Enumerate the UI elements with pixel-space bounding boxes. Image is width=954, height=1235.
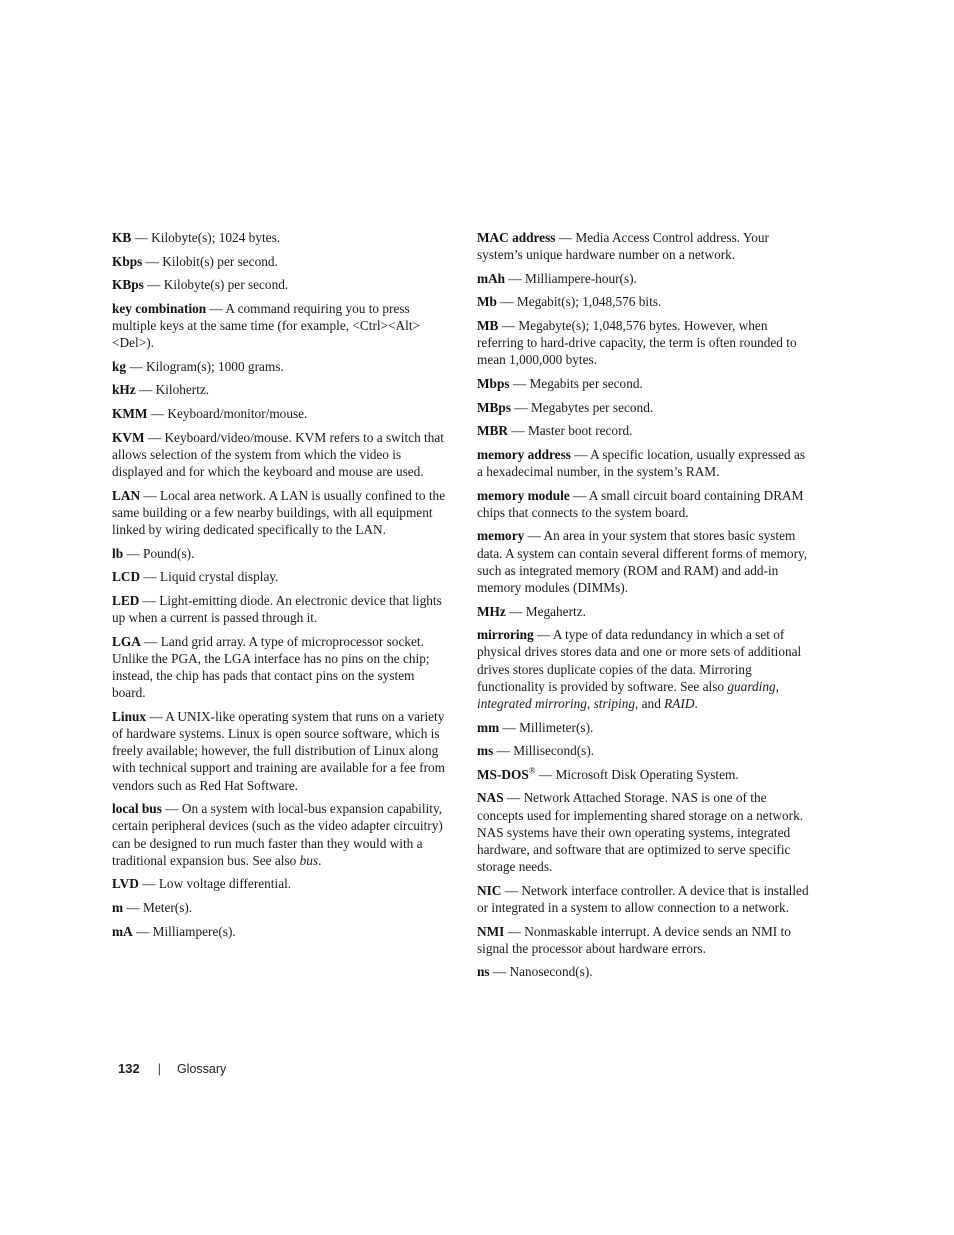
glossary-definition: A type of data redundancy in which a set of physical drives stores data and one or more sets of additional drives stores duplicate copies of the data. Mirroring functionality is provided by software. See also xyxy=(477,627,802,694)
glossary-definition: Master boot record. xyxy=(527,423,633,439)
em-dash-separator: — xyxy=(489,964,510,980)
glossary-term: Mb xyxy=(477,294,497,310)
glossary-term: mm xyxy=(477,719,500,735)
glossary-term: memory xyxy=(477,528,525,544)
glossary-term: NAS xyxy=(477,790,504,806)
section-name: Glossary xyxy=(176,1062,227,1076)
glossary-entry xyxy=(112,633,450,702)
see-also-punctuation: , and xyxy=(635,695,665,711)
glossary-entry xyxy=(112,300,450,352)
glossary-term: MBR xyxy=(477,423,509,439)
glossary-definition: Land grid array. A type of microprocessor socket. Unlike the PGA, the LGA interface has no pins on the chip; instead, the chip has pads that contact pins on the system board. xyxy=(112,633,430,701)
see-also-reference: integrated mirroring xyxy=(477,695,587,711)
glossary-entry xyxy=(477,766,814,783)
glossary-term: NMI xyxy=(477,923,505,939)
glossary-term: ms xyxy=(477,743,494,759)
glossary-definition: Keyboard/monitor/mouse. xyxy=(167,405,308,421)
glossary-entry xyxy=(112,899,450,916)
glossary-term: MHz xyxy=(477,603,506,619)
glossary-term: KBps xyxy=(112,277,144,293)
em-dash-separator: — xyxy=(144,429,165,445)
glossary-term: kHz xyxy=(112,382,136,398)
em-dash-separator: — xyxy=(140,487,161,503)
em-dash-separator: — xyxy=(505,270,526,286)
em-dash-separator: — xyxy=(135,382,156,398)
em-dash-separator: — xyxy=(501,882,522,898)
glossary-definition: Nanosecond(s). xyxy=(509,964,593,980)
glossary-term: LED xyxy=(112,592,140,608)
em-dash-separator: — xyxy=(123,899,144,915)
glossary-entry xyxy=(112,381,450,398)
glossary-entry xyxy=(477,293,814,310)
glossary-definition: Keyboard/video/mouse. KVM refers to a switch that allows selection of the system from which the video is displayed and for which the keyboard and mouse are used. xyxy=(112,429,444,479)
glossary-term: local bus xyxy=(112,801,162,817)
em-dash-separator: — xyxy=(161,801,182,817)
glossary-term: LVD xyxy=(112,876,139,892)
glossary-term: ns xyxy=(477,964,490,980)
glossary-definition: Kilogram(s); 1000 grams. xyxy=(146,358,284,374)
glossary-entry xyxy=(477,719,814,736)
see-also-reference: striping xyxy=(593,695,635,711)
em-dash-separator: — xyxy=(126,358,146,374)
glossary-entry xyxy=(477,270,814,287)
glossary-definition: Liquid crystal display. xyxy=(160,569,279,585)
glossary-definition: Low voltage differential. xyxy=(158,876,292,892)
glossary-term: MS-DOS xyxy=(477,766,529,782)
glossary-term: lb xyxy=(112,545,124,561)
em-dash-separator: — xyxy=(498,317,519,333)
glossary-entry xyxy=(477,963,814,980)
em-dash-separator: — xyxy=(206,300,226,316)
glossary-definition: A small circuit board containing DRAM chips that connects to the system board. xyxy=(477,487,804,520)
glossary-definition: Megabits per second. xyxy=(529,375,643,391)
glossary-entry xyxy=(477,229,814,263)
glossary-term: mA xyxy=(112,923,133,939)
em-dash-separator: — xyxy=(147,405,168,421)
see-also-punctuation: , xyxy=(775,678,779,694)
em-dash-separator: — xyxy=(142,253,163,269)
page-footer xyxy=(118,1061,226,1076)
glossary-term: NIC xyxy=(477,882,502,898)
glossary-term: LGA xyxy=(112,633,141,649)
glossary-entry xyxy=(477,317,814,369)
glossary-entry xyxy=(112,253,450,270)
em-dash-separator: — xyxy=(505,603,526,619)
registered-mark: ® xyxy=(528,765,536,776)
em-dash-separator: — xyxy=(503,790,524,806)
em-dash-separator: — xyxy=(146,708,166,724)
glossary-definition: Milliampere(s). xyxy=(152,923,236,939)
em-dash-separator: — xyxy=(555,230,576,245)
glossary-definition: Meter(s). xyxy=(143,899,193,915)
glossary-entry xyxy=(477,446,814,480)
glossary-entry xyxy=(477,742,814,759)
glossary-entry xyxy=(477,789,814,875)
em-dash-separator: — xyxy=(143,277,164,293)
glossary-definition: Megabit(s); 1,048,576 bits. xyxy=(516,294,662,310)
glossary-term: mAh xyxy=(477,270,506,286)
see-also-reference: bus xyxy=(299,852,319,868)
glossary-term: LCD xyxy=(112,569,141,585)
glossary-term: KMM xyxy=(112,405,148,421)
glossary-definition: Milliampere-hour(s). xyxy=(525,270,637,286)
glossary-term: key combination xyxy=(112,300,207,316)
glossary-term: MB xyxy=(477,317,499,333)
em-dash-separator: — xyxy=(533,627,553,643)
glossary-entry xyxy=(477,527,814,596)
glossary-definition: Network Attached Storage. NAS is one of the concepts used for implementing shared storage on a network. NAS systems have their own operating systems, integrated hardware, and software that are optimized to serve specific storage needs. xyxy=(477,790,804,875)
glossary-term: MBps xyxy=(477,399,511,415)
glossary-definition: Microsoft Disk Operating System. xyxy=(555,766,739,782)
glossary-entry xyxy=(112,545,450,562)
glossary-term: Linux xyxy=(112,708,147,724)
glossary-left-column xyxy=(112,229,450,946)
glossary-entry xyxy=(112,875,450,892)
glossary-definition: An area in your system that stores basic system data. A system can contain several different forms of memory, such as integrated memory (ROM and RAM) and add-in memory modules (DIMMs). xyxy=(477,528,808,595)
glossary-definition: Kilobyte(s); 1024 bytes. xyxy=(151,230,281,245)
glossary-entry xyxy=(477,882,814,916)
em-dash-separator: — xyxy=(509,375,530,391)
glossary-definition: Megabyte(s); 1,048,576 bytes. However, when referring to hard-drive capacity, the term is often rounded to mean 1,000,000 bytes. xyxy=(477,317,797,368)
glossary-definition: Kilobyte(s) per second. xyxy=(163,277,289,293)
glossary-entry xyxy=(112,229,450,246)
em-dash-separator: — xyxy=(504,923,525,939)
glossary-definition: Network interface controller. A device that is installed or integrated in a system to allow connection to a network. xyxy=(477,882,809,915)
glossary-definition: A UNIX-like operating system that runs on a variety of hardware systems. Linux is open source software, which is freely available; however, the full distribution of Linux along with technical support and training are available for a fee from vendors such as Red Hat Software. xyxy=(112,708,446,793)
glossary-entry xyxy=(477,487,814,521)
em-dash-separator: — xyxy=(123,545,144,561)
glossary-entry xyxy=(477,626,814,712)
glossary-term: memory address xyxy=(477,446,571,462)
see-also-reference: guarding xyxy=(727,678,776,694)
glossary-right-column xyxy=(477,229,814,987)
glossary-definition: Local area network. A LAN is usually confined to the same building or a few nearby buildings, with all equipment linked by wiring dedicated specifically to the LAN. xyxy=(112,487,446,537)
glossary-term: memory module xyxy=(477,487,570,503)
glossary-entry xyxy=(112,487,450,539)
glossary-entry xyxy=(112,358,450,375)
glossary-entry xyxy=(477,603,814,620)
em-dash-separator: — xyxy=(499,719,520,735)
glossary-entry xyxy=(112,429,450,481)
glossary-definition: Nonmaskable interrupt. A device sends an NMI to signal the processor about hardware errors. xyxy=(477,923,791,956)
em-dash-separator: — xyxy=(132,923,153,939)
definition-tail: . xyxy=(318,852,322,868)
em-dash-separator: — xyxy=(139,592,160,608)
glossary-entry xyxy=(112,276,450,293)
glossary-entry xyxy=(112,708,450,794)
glossary-term: KB xyxy=(112,230,132,245)
glossary-entry xyxy=(477,422,814,439)
em-dash-separator: — xyxy=(496,294,517,310)
em-dash-separator: — xyxy=(511,399,531,415)
see-also-reference: RAID xyxy=(664,695,695,711)
em-dash-separator: — xyxy=(570,446,591,462)
glossary-definition: Megabytes per second. xyxy=(530,399,654,415)
glossary-entry xyxy=(477,399,814,416)
glossary-definition: Pound(s). xyxy=(143,545,195,561)
glossary-definition: Kilobit(s) per second. xyxy=(162,253,278,269)
glossary-entry xyxy=(477,375,814,392)
em-dash-separator: — xyxy=(524,528,544,544)
em-dash-separator: — xyxy=(140,569,161,585)
glossary-entry xyxy=(112,592,450,626)
em-dash-separator: — xyxy=(140,633,161,649)
glossary-term: LAN xyxy=(112,487,141,503)
glossary-definition: Millimeter(s). xyxy=(519,719,594,735)
glossary-definition: On a system with local-bus expansion capability, certain peripheral devices (such as the video adapter circuitry) can be designed to run much faster than they would with a traditional expansion bus. See also xyxy=(112,801,443,868)
glossary-entry xyxy=(112,568,450,585)
em-dash-separator: — xyxy=(569,487,589,503)
em-dash-separator: — xyxy=(138,876,159,892)
see-also-punctuation: . xyxy=(694,695,698,711)
glossary-definition: A specific location, usually expressed as a hexadecimal number, in the system’s RAM. xyxy=(477,446,806,479)
footer-divider: | xyxy=(157,1062,161,1076)
glossary-term: Kbps xyxy=(112,253,143,269)
glossary-definition: Kilohertz. xyxy=(155,382,210,398)
em-dash-separator: — xyxy=(535,766,556,782)
see-also-punctuation: , xyxy=(586,695,594,711)
em-dash-separator: — xyxy=(508,423,528,439)
glossary-term: mirroring xyxy=(477,627,534,643)
em-dash-separator: — xyxy=(493,743,514,759)
glossary-entry xyxy=(112,923,450,940)
em-dash-separator: — xyxy=(131,230,152,245)
glossary-term: m xyxy=(112,899,124,915)
glossary-term: Mbps xyxy=(477,375,510,391)
glossary-definition: Megahertz. xyxy=(525,603,586,619)
glossary-term: KVM xyxy=(112,429,145,445)
page-number: 132 xyxy=(118,1061,140,1076)
glossary-definition: Light-emitting diode. An electronic device that lights up when a current is passed through it. xyxy=(112,592,442,625)
glossary-entry xyxy=(112,800,450,869)
glossary-term: MAC address xyxy=(477,230,556,245)
glossary-definition: Millisecond(s). xyxy=(513,743,595,759)
glossary-entry xyxy=(112,405,450,422)
glossary-term: kg xyxy=(112,358,127,374)
glossary-definition: Media Access Control address. Your system’s unique hardware number on a network. xyxy=(477,230,769,263)
glossary-definition: A command requiring you to press multiple keys at the same time (for example, <Ctrl><Alt><Del>). xyxy=(112,300,421,351)
glossary-entry xyxy=(477,923,814,957)
